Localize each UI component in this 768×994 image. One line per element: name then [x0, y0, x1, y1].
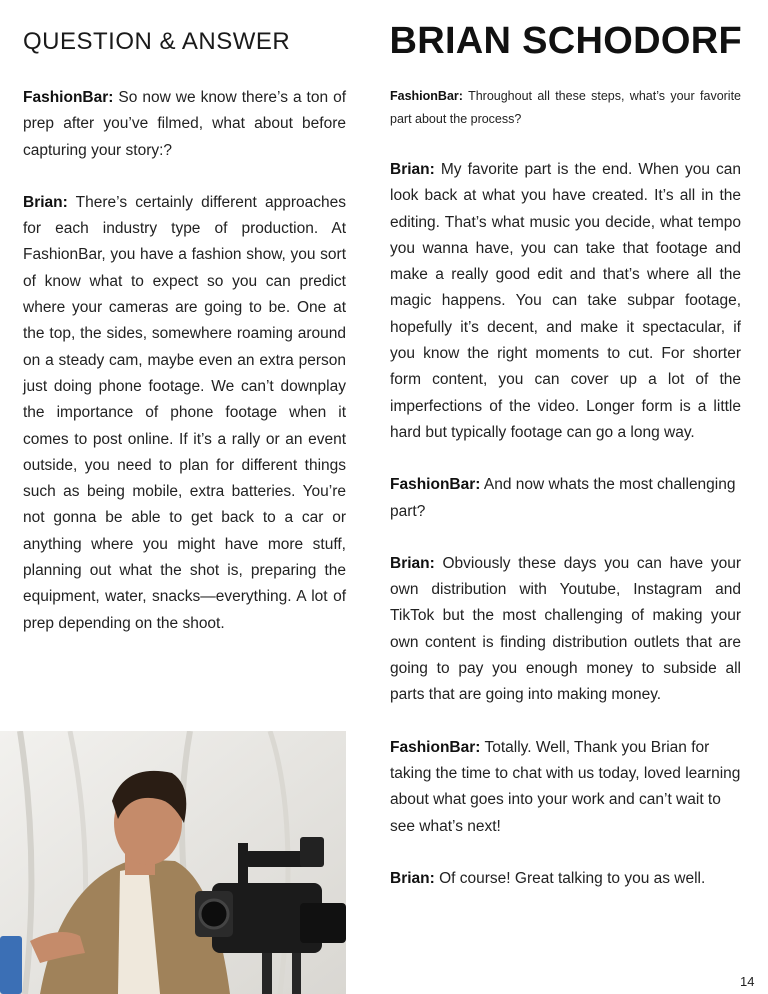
- qa-paragraph: [23, 190, 346, 637]
- section-label: QUESTION & ANSWER: [23, 28, 291, 55]
- paragraph-text: My favorite part is the end. When you can look back at what you have created. It’s all in the editing. That’s what music you decide, what tempo you wanna have, you can take that footage and make a really good edit and that’s where all the magic happens. You can take subpar footage, hopefully it’s decent, and make it spectacular, if you know the right moments to cut. For shorter form content, you can cover up a lot of the imperfections of the video. Longer form is a little hard but typically footage can go a long way.: [390, 161, 742, 441]
- right-column: [390, 85, 741, 918]
- speaker-label: Brian:: [390, 554, 435, 572]
- left-column: [23, 85, 346, 663]
- speaker-label: FashionBar:: [390, 89, 463, 103]
- paragraph-text: Throughout all these steps, what’s your favorite part about the process?: [390, 89, 742, 126]
- paragraph-text: Totally. Well, Thank you Brian for taking the time to chat with us today, loved learning about what goes into your work and can’t wait to see what’s next!: [390, 738, 741, 835]
- speaker-label: Brian:: [23, 193, 68, 211]
- speaker-label: FashionBar:: [390, 476, 481, 494]
- qa-paragraph: [390, 735, 741, 840]
- page-number: 14: [740, 974, 755, 989]
- qa-paragraph: [390, 85, 741, 131]
- qa-paragraph: [23, 85, 346, 164]
- interviewee-name: BRIAN SCHODORF: [389, 20, 742, 62]
- speaker-label: FashionBar:: [23, 89, 114, 106]
- speaker-label: Brian:: [390, 869, 435, 887]
- speaker-label: FashionBar:: [390, 738, 481, 756]
- paragraph-text: There’s certainly different approaches for each industry type of production. At FashionBar, you have a fashion show, you sort of know what to expect so you can predict where your cameras are going to be. One at the top, the sides, somewhere roaming around on a steady cam, maybe even an extra person just doing phone footage. We can’t downplay the importance of phone footage when it comes to post online. If it’s a rally or an event outside, you need to plan for different things such as being mobile, extra batteries. You’re not gonna be able to get back to a car or anything where you might have more stuff, planning out what the shot is, preparing the equipment, water, snacks—everything. A lot of prep depending on the shoot.: [23, 193, 346, 632]
- qa-paragraph: [390, 472, 741, 525]
- paragraph-text: Of course! Great talking to you as well.: [439, 869, 706, 887]
- paragraph-text: Obviously these days you can have your own distribution with Youtube, Instagram and TikTok but the most challenging of making your own content is finding distribution outlets that are going to pay you enough money to subside all parts that are going into making money.: [390, 554, 742, 704]
- paragraph-text: And now whats the most challenging part?: [390, 476, 736, 520]
- speaker-label: Brian:: [390, 161, 435, 178]
- interview-photo: [0, 731, 346, 994]
- interview-photo-icon: [0, 731, 346, 994]
- qa-paragraph: [390, 551, 741, 709]
- qa-paragraph: [390, 866, 741, 892]
- paragraph-text: So now we know there’s a ton of prep after you’ve filmed, what about before capturing your story:?: [23, 89, 346, 159]
- qa-paragraph: [390, 157, 741, 446]
